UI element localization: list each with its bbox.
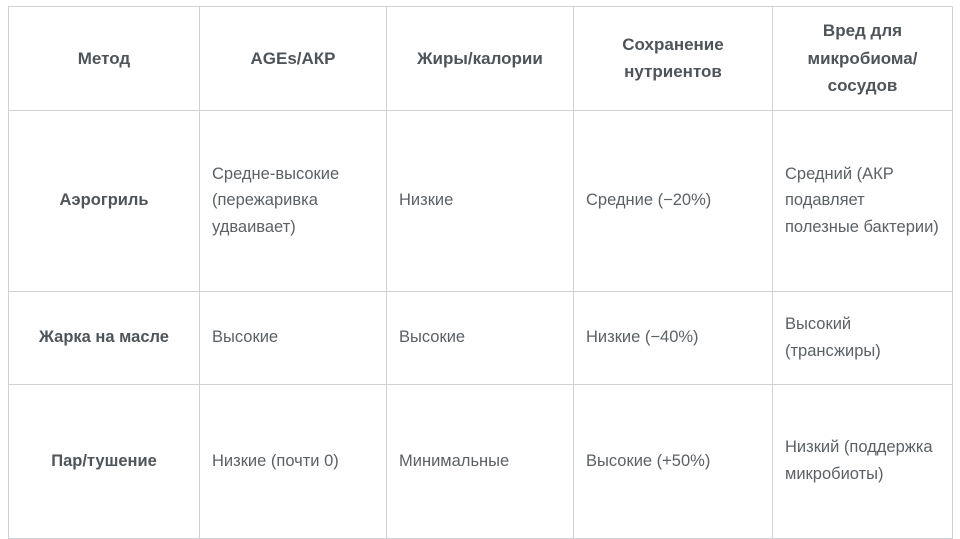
column-header-nutrient-retention: Сохранение нутриентов: [574, 7, 773, 111]
row-header-method: Пар/тушение: [9, 384, 200, 538]
cell-nutrient-retention: Низкие (−40%): [574, 291, 773, 384]
row-header-method: Жарка на масле: [9, 291, 200, 384]
cell-nutrient-retention: Высокие (+50%): [574, 384, 773, 538]
comparison-table: [8, 6, 953, 539]
cell-microbiome-harm: Высокий (трансжиры): [773, 291, 953, 384]
column-header-ages: AGEs/АКР: [200, 7, 387, 111]
column-header-microbiome-harm: Вред для микробиома/ сосудов: [773, 7, 953, 111]
table-body: [9, 110, 953, 538]
cell-fats-calories: Минимальные: [387, 384, 574, 538]
cell-ages: Высокие: [200, 291, 387, 384]
column-header-fats-calories: Жиры/калории: [387, 7, 574, 111]
table-row: [9, 384, 953, 538]
cell-ages: Средне-высокие (пережаривка удваивает): [200, 110, 387, 291]
cell-nutrient-retention: Средние (−20%): [574, 110, 773, 291]
table-header-row: [9, 7, 953, 111]
cell-fats-calories: Высокие: [387, 291, 574, 384]
row-header-method: Аэрогриль: [9, 110, 200, 291]
table-header: [9, 7, 953, 111]
table-row: [9, 110, 953, 291]
cell-microbiome-harm: Низкий (поддержка микробиоты): [773, 384, 953, 538]
table-row: [9, 291, 953, 384]
cell-fats-calories: Низкие: [387, 110, 574, 291]
cell-microbiome-harm: Средний (АКР подавляет полезные бактерии): [773, 110, 953, 291]
column-header-method: Метод: [9, 7, 200, 111]
cell-ages: Низкие (почти 0): [200, 384, 387, 538]
